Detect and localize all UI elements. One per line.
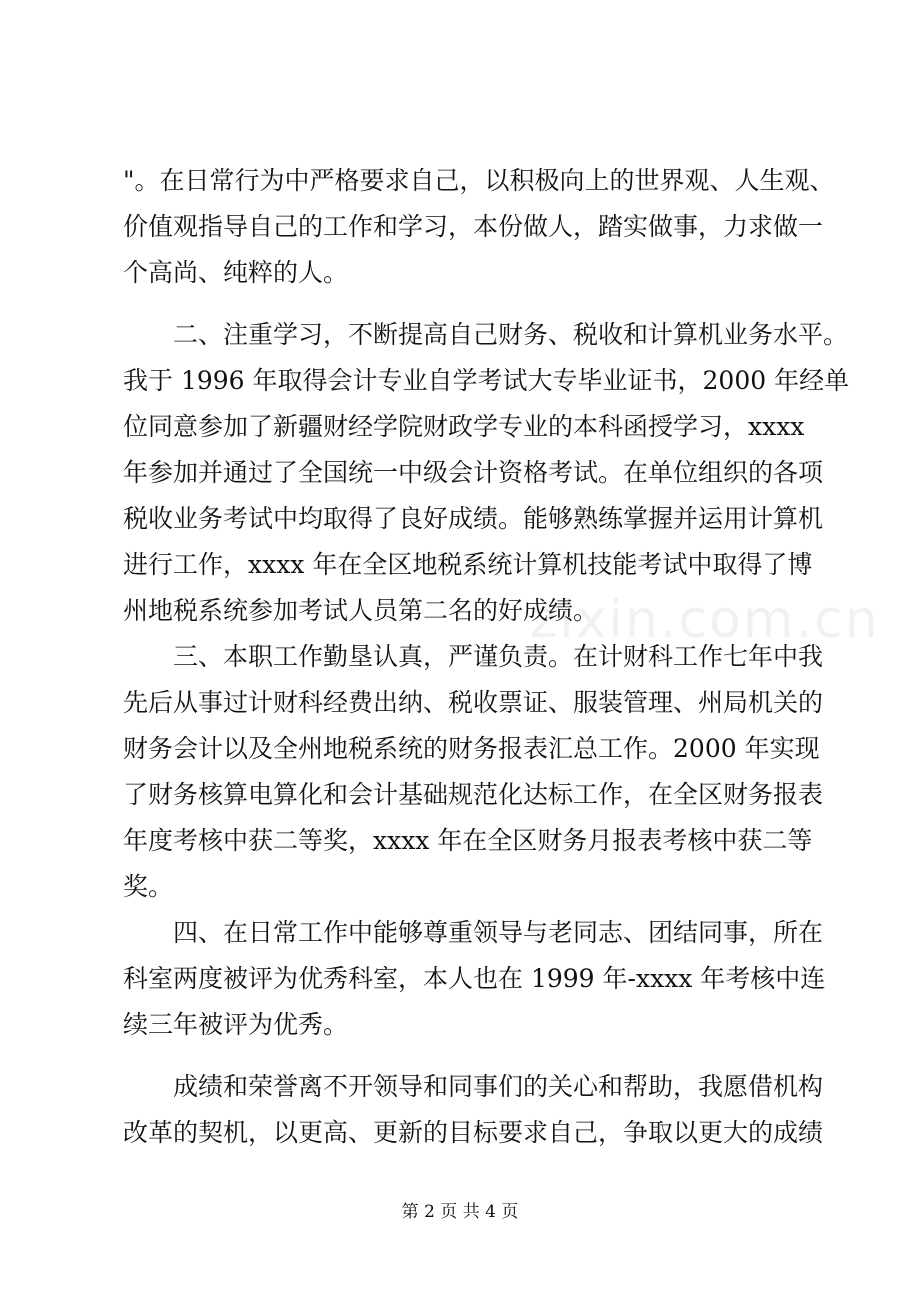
- page-number-footer: 第 2 页 共 4 页: [401, 1202, 519, 1222]
- text-line: 我于 1996 年取得会计专业自学考试大专毕业证书，2000 年经单: [123, 366, 850, 395]
- text-line: 年度考核中获二等奖，xxxx 年在全区财务月报表考核中获二等: [123, 826, 813, 855]
- paragraph-4-start: 四、在日常工作中能够尊重领导与老同志、团结同事，所在: [173, 918, 824, 947]
- paragraph-2-start: 二、注重学习，不断提高自己财务、税收和计算机业务水平。: [173, 320, 849, 349]
- paragraph-5-start: 成绩和荣誉离不开领导和同事们的关心和帮助，我愿借机构: [173, 1072, 824, 1101]
- text-line: 价值观指导自己的工作和学习，本份做人，踏实做事，力求做一: [123, 212, 824, 241]
- text-line: 续三年被评为优秀。: [123, 1010, 349, 1039]
- text-line: "。在日常行为中严格要求自己，以积极向上的世界观、人生观、: [123, 166, 835, 195]
- paragraph-3-start: 三、本职工作勤垦认真，严谨负责。在计财科工作七年中我: [173, 642, 824, 671]
- text-line: 了财务核算电算化和会计基础规范化达标工作，在全区财务报表: [123, 780, 824, 809]
- text-line: 先后从事过计财科经费出纳、税收票证、服装管理、州局机关的: [123, 688, 824, 717]
- text-line: 州地税系统参加考试人员第二名的好成绩。: [123, 596, 599, 625]
- text-line: 科室两度被评为优秀科室，本人也在 1999 年-xxxx 年考核中连: [123, 964, 826, 993]
- text-line: 税收业务考试中均取得了良好成绩。能够熟练掌握并运用计算机: [123, 504, 824, 533]
- text-line: 个高尚、纯粹的人。: [123, 258, 349, 287]
- text-line: 奖。: [123, 872, 174, 901]
- watermark: zixin.com.cn: [530, 590, 880, 650]
- text-line: 改革的契机，以更高、更新的目标要求自己，争取以更大的成绩: [123, 1118, 824, 1147]
- text-line: 进行工作，xxxx 年在全区地税系统计算机技能考试中取得了博: [123, 550, 813, 579]
- text-line: 财务会计以及全州地税系统的财务报表汇总工作。2000 年实现: [123, 734, 820, 763]
- text-line: 位同意参加了新疆财经学院财政学专业的本科函授学习，xxxx: [123, 412, 805, 441]
- text-line: 年参加并通过了全国统一中级会计资格考试。在单位组织的各项: [123, 458, 824, 487]
